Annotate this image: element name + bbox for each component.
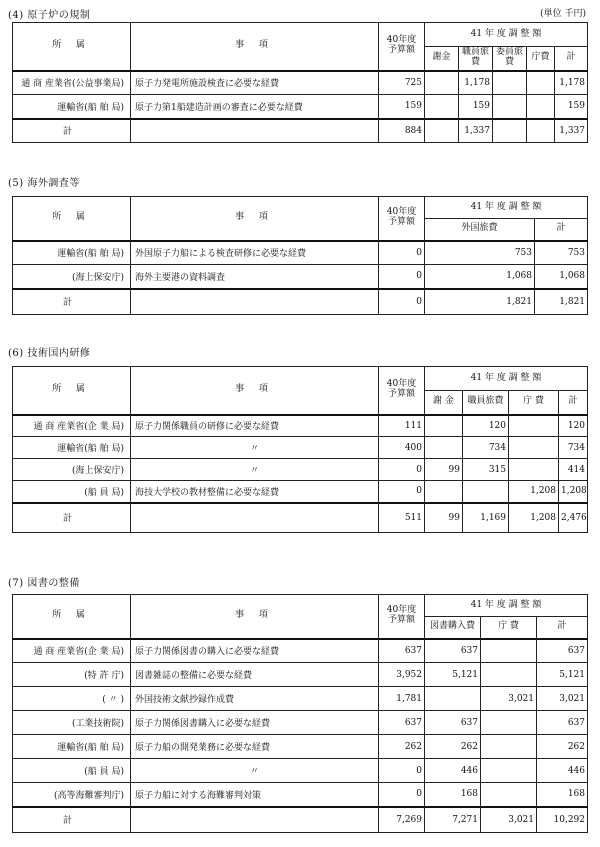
item-cell: 原子力船に対する海難審判対策 <box>131 783 379 807</box>
budget-40-cell: 3,952 <box>379 663 425 687</box>
total-adjustment-cell: 1,169 <box>463 503 509 533</box>
adjustment-cell: 414 <box>559 459 588 481</box>
header-sub-1: 職員旅費 <box>463 391 509 415</box>
header-dept: 所 属 <box>13 367 131 415</box>
header-sub-3: 計 <box>559 391 588 415</box>
total-budget-40: 511 <box>379 503 425 533</box>
table-overseas-survey <box>12 196 588 315</box>
adjustment-cell <box>509 415 559 437</box>
dept-cell: (特 許 庁) <box>13 663 131 687</box>
dept-cell: 運輸省(船 舶 局) <box>13 241 131 265</box>
table-row <box>13 265 588 289</box>
adjustment-cell <box>463 481 509 503</box>
adjustment-cell: 159 <box>459 95 493 119</box>
budget-40-cell: 0 <box>379 783 425 807</box>
header-dept: 所 属 <box>13 197 131 241</box>
total-row <box>13 807 588 833</box>
header-item: 事 項 <box>131 367 379 415</box>
adjustment-cell: 753 <box>425 241 535 265</box>
adjustment-cell: 637 <box>537 639 588 663</box>
adjustment-cell: 734 <box>559 437 588 459</box>
header-sub-1: 職員旅費 <box>459 47 493 71</box>
header-adjustment-41: 41 年 度 調 整 額 <box>425 23 588 47</box>
total-budget-40: 7,269 <box>379 807 425 833</box>
adjustment-cell <box>481 735 537 759</box>
header-sub-0: 外国旅費 <box>425 219 535 241</box>
adjustment-cell: 637 <box>537 711 588 735</box>
header-sub-1: 計 <box>535 219 588 241</box>
dept-cell: (海上保安庁) <box>13 459 131 481</box>
budget-40-cell: 0 <box>379 459 425 481</box>
item-cell: 原子力関係職員の研修に必要な経費 <box>131 415 379 437</box>
header-item: 事 項 <box>131 23 379 71</box>
header-adjustment-41: 41 年 度 調 整 額 <box>425 595 588 617</box>
adjustment-cell: 159 <box>555 95 588 119</box>
total-adjustment-cell: 7,271 <box>425 807 481 833</box>
header-sub-0: 図書購入費 <box>425 617 481 639</box>
item-cell: 海技大学校の教材整備に必要な経費 <box>131 481 379 503</box>
adjustment-cell <box>425 437 463 459</box>
item-cell: 〃 <box>131 759 379 783</box>
adjustment-cell <box>425 71 459 95</box>
adjustment-cell: 168 <box>425 783 481 807</box>
section-title-4: (4) 原子炉の規制 <box>8 10 91 21</box>
header-sub-4: 計 <box>555 47 588 71</box>
adjustment-cell <box>481 759 537 783</box>
adjustment-cell: 1,068 <box>535 265 588 289</box>
header-budget-40: 40年度 予算額 <box>379 595 425 639</box>
dept-cell: 通 商 産業省(公益事業局) <box>13 71 131 95</box>
table-row <box>13 415 588 437</box>
adjustment-cell: 1,178 <box>459 71 493 95</box>
adjustment-cell: 262 <box>537 735 588 759</box>
header-sub-1: 庁 費 <box>481 617 537 639</box>
table-row <box>13 71 588 95</box>
total-adjustment-cell: 1,821 <box>425 289 535 315</box>
adjustment-cell: 734 <box>463 437 509 459</box>
table-domestic-training <box>12 366 588 533</box>
adjustment-cell <box>481 639 537 663</box>
adjustment-cell: 262 <box>425 735 481 759</box>
adjustment-cell: 315 <box>463 459 509 481</box>
dept-cell: 運輸省(船 舶 局) <box>13 735 131 759</box>
table-row <box>13 241 588 265</box>
adjustment-cell: 5,121 <box>537 663 588 687</box>
budget-40-cell: 0 <box>379 759 425 783</box>
adjustment-cell <box>425 95 459 119</box>
dept-cell: (海上保安庁) <box>13 265 131 289</box>
adjustment-cell: 637 <box>425 711 481 735</box>
total-adjustment-cell <box>527 119 555 143</box>
total-adjustment-cell: 1,337 <box>459 119 493 143</box>
adjustment-cell: 1,208 <box>559 481 588 503</box>
total-label: 計 <box>13 119 131 143</box>
adjustment-cell: 120 <box>559 415 588 437</box>
total-adjustment-cell <box>425 119 459 143</box>
budget-40-cell: 0 <box>379 265 425 289</box>
budget-40-cell: 0 <box>379 481 425 503</box>
table-reactor-regulation <box>12 22 588 143</box>
header-adjustment-41: 41 年 度 調 整 額 <box>425 367 588 391</box>
adjustment-cell: 168 <box>537 783 588 807</box>
adjustment-cell <box>493 71 527 95</box>
adjustment-cell <box>481 663 537 687</box>
adjustment-cell <box>527 95 555 119</box>
header-dept: 所 属 <box>13 23 131 71</box>
total-budget-40: 884 <box>379 119 425 143</box>
table-row <box>13 735 588 759</box>
item-cell: 図書雑誌の整備に必要な経費 <box>131 663 379 687</box>
dept-cell: (工業技術院) <box>13 711 131 735</box>
item-cell: 〃 <box>131 459 379 481</box>
total-adjustment-cell: 1,208 <box>509 503 559 533</box>
total-item-blank <box>131 503 379 533</box>
adjustment-cell <box>481 711 537 735</box>
budget-40-cell: 725 <box>379 71 425 95</box>
header-sub-3: 庁費 <box>527 47 555 71</box>
dept-cell: 運輸省(船 舶 局) <box>13 95 131 119</box>
budget-40-cell: 111 <box>379 415 425 437</box>
header-item: 事 項 <box>131 197 379 241</box>
total-adjustment-cell: 3,021 <box>481 807 537 833</box>
total-item-blank <box>131 119 379 143</box>
table-row <box>13 481 588 503</box>
total-item-blank <box>131 807 379 833</box>
header-sub-0: 謝 金 <box>425 391 463 415</box>
total-adjustment-cell: 1,337 <box>555 119 588 143</box>
table-row <box>13 437 588 459</box>
header-adjustment-41: 41 年 度 調 整 額 <box>425 197 588 219</box>
adjustment-cell: 5,121 <box>425 663 481 687</box>
adjustment-cell: 753 <box>535 241 588 265</box>
dept-cell: (高等海難審判庁) <box>13 783 131 807</box>
header-sub-2: 計 <box>537 617 588 639</box>
adjustment-cell <box>425 415 463 437</box>
adjustment-cell: 3,021 <box>481 687 537 711</box>
section-title-5: (5) 海外調査等 <box>8 178 80 189</box>
budget-40-cell: 637 <box>379 639 425 663</box>
total-row <box>13 503 588 533</box>
dept-cell: 通 商 産業省(企 業 局) <box>13 415 131 437</box>
header-budget-40: 40年度 予算額 <box>379 23 425 71</box>
table-row <box>13 459 588 481</box>
header-item: 事 項 <box>131 595 379 639</box>
adjustment-cell: 1,208 <box>509 481 559 503</box>
table-row <box>13 711 588 735</box>
item-cell: 海外主要港の資料調査 <box>131 265 379 289</box>
adjustment-cell: 1,068 <box>425 265 535 289</box>
total-label: 計 <box>13 289 131 315</box>
dept-cell: (船 員 局) <box>13 481 131 503</box>
section-title-6: (6) 技術国内研修 <box>8 348 91 359</box>
adjustment-cell <box>425 687 481 711</box>
table-row <box>13 783 588 807</box>
item-cell: 原子力関係図書の購入に必要な経費 <box>131 639 379 663</box>
item-cell: 原子力船の開発業務に必要な経費 <box>131 735 379 759</box>
adjustment-cell: 446 <box>425 759 481 783</box>
item-cell: 原子力発電所施設検査に必要な経費 <box>131 71 379 95</box>
table-row <box>13 95 588 119</box>
total-budget-40: 0 <box>379 289 425 315</box>
table-row <box>13 759 588 783</box>
item-cell: 原子力第1船建造計画の審査に必要な経費 <box>131 95 379 119</box>
budget-40-cell: 637 <box>379 711 425 735</box>
budget-40-cell: 159 <box>379 95 425 119</box>
budget-40-cell: 0 <box>379 241 425 265</box>
total-label: 計 <box>13 503 131 533</box>
total-adjustment-cell: 10,292 <box>537 807 588 833</box>
table-books <box>12 594 588 833</box>
adjustment-cell: 120 <box>463 415 509 437</box>
header-sub-2: 庁 費 <box>509 391 559 415</box>
header-sub-2: 委員旅費 <box>493 47 527 71</box>
total-adjustment-cell <box>493 119 527 143</box>
total-adjustment-cell: 2,476 <box>559 503 588 533</box>
header-budget-40: 40年度 予算額 <box>379 367 425 415</box>
total-row <box>13 119 588 143</box>
adjustment-cell: 637 <box>425 639 481 663</box>
unit-note: (単位 千円) <box>540 9 586 19</box>
total-row <box>13 289 588 315</box>
adjustment-cell <box>527 71 555 95</box>
header-budget-40: 40年度 予算額 <box>379 197 425 241</box>
item-cell: 原子力関係図書購入に必要な経費 <box>131 711 379 735</box>
adjustment-cell: 1,178 <box>555 71 588 95</box>
dept-cell: ( 〃 ) <box>13 687 131 711</box>
adjustment-cell <box>509 459 559 481</box>
budget-40-cell: 262 <box>379 735 425 759</box>
table-row <box>13 687 588 711</box>
header-sub-0: 謝金 <box>425 47 459 71</box>
section-title-7: (7) 図書の整備 <box>8 578 80 589</box>
total-adjustment-cell: 99 <box>425 503 463 533</box>
adjustment-cell: 3,021 <box>537 687 588 711</box>
adjustment-cell: 99 <box>425 459 463 481</box>
dept-cell: 運輸省(船 舶 局) <box>13 437 131 459</box>
adjustment-cell <box>425 481 463 503</box>
budget-40-cell: 1,781 <box>379 687 425 711</box>
item-cell: 外国原子力船による検査研修に必要な経費 <box>131 241 379 265</box>
budget-40-cell: 400 <box>379 437 425 459</box>
dept-cell: 通 商 産業省(企 業 局) <box>13 639 131 663</box>
item-cell: 〃 <box>131 437 379 459</box>
adjustment-cell <box>493 95 527 119</box>
dept-cell: (船 員 局) <box>13 759 131 783</box>
total-adjustment-cell: 1,821 <box>535 289 588 315</box>
header-dept: 所 属 <box>13 595 131 639</box>
item-cell: 外国技術文献抄録作成費 <box>131 687 379 711</box>
total-label: 計 <box>13 807 131 833</box>
total-item-blank <box>131 289 379 315</box>
table-row <box>13 663 588 687</box>
adjustment-cell <box>509 437 559 459</box>
adjustment-cell: 446 <box>537 759 588 783</box>
adjustment-cell <box>481 783 537 807</box>
table-row <box>13 639 588 663</box>
